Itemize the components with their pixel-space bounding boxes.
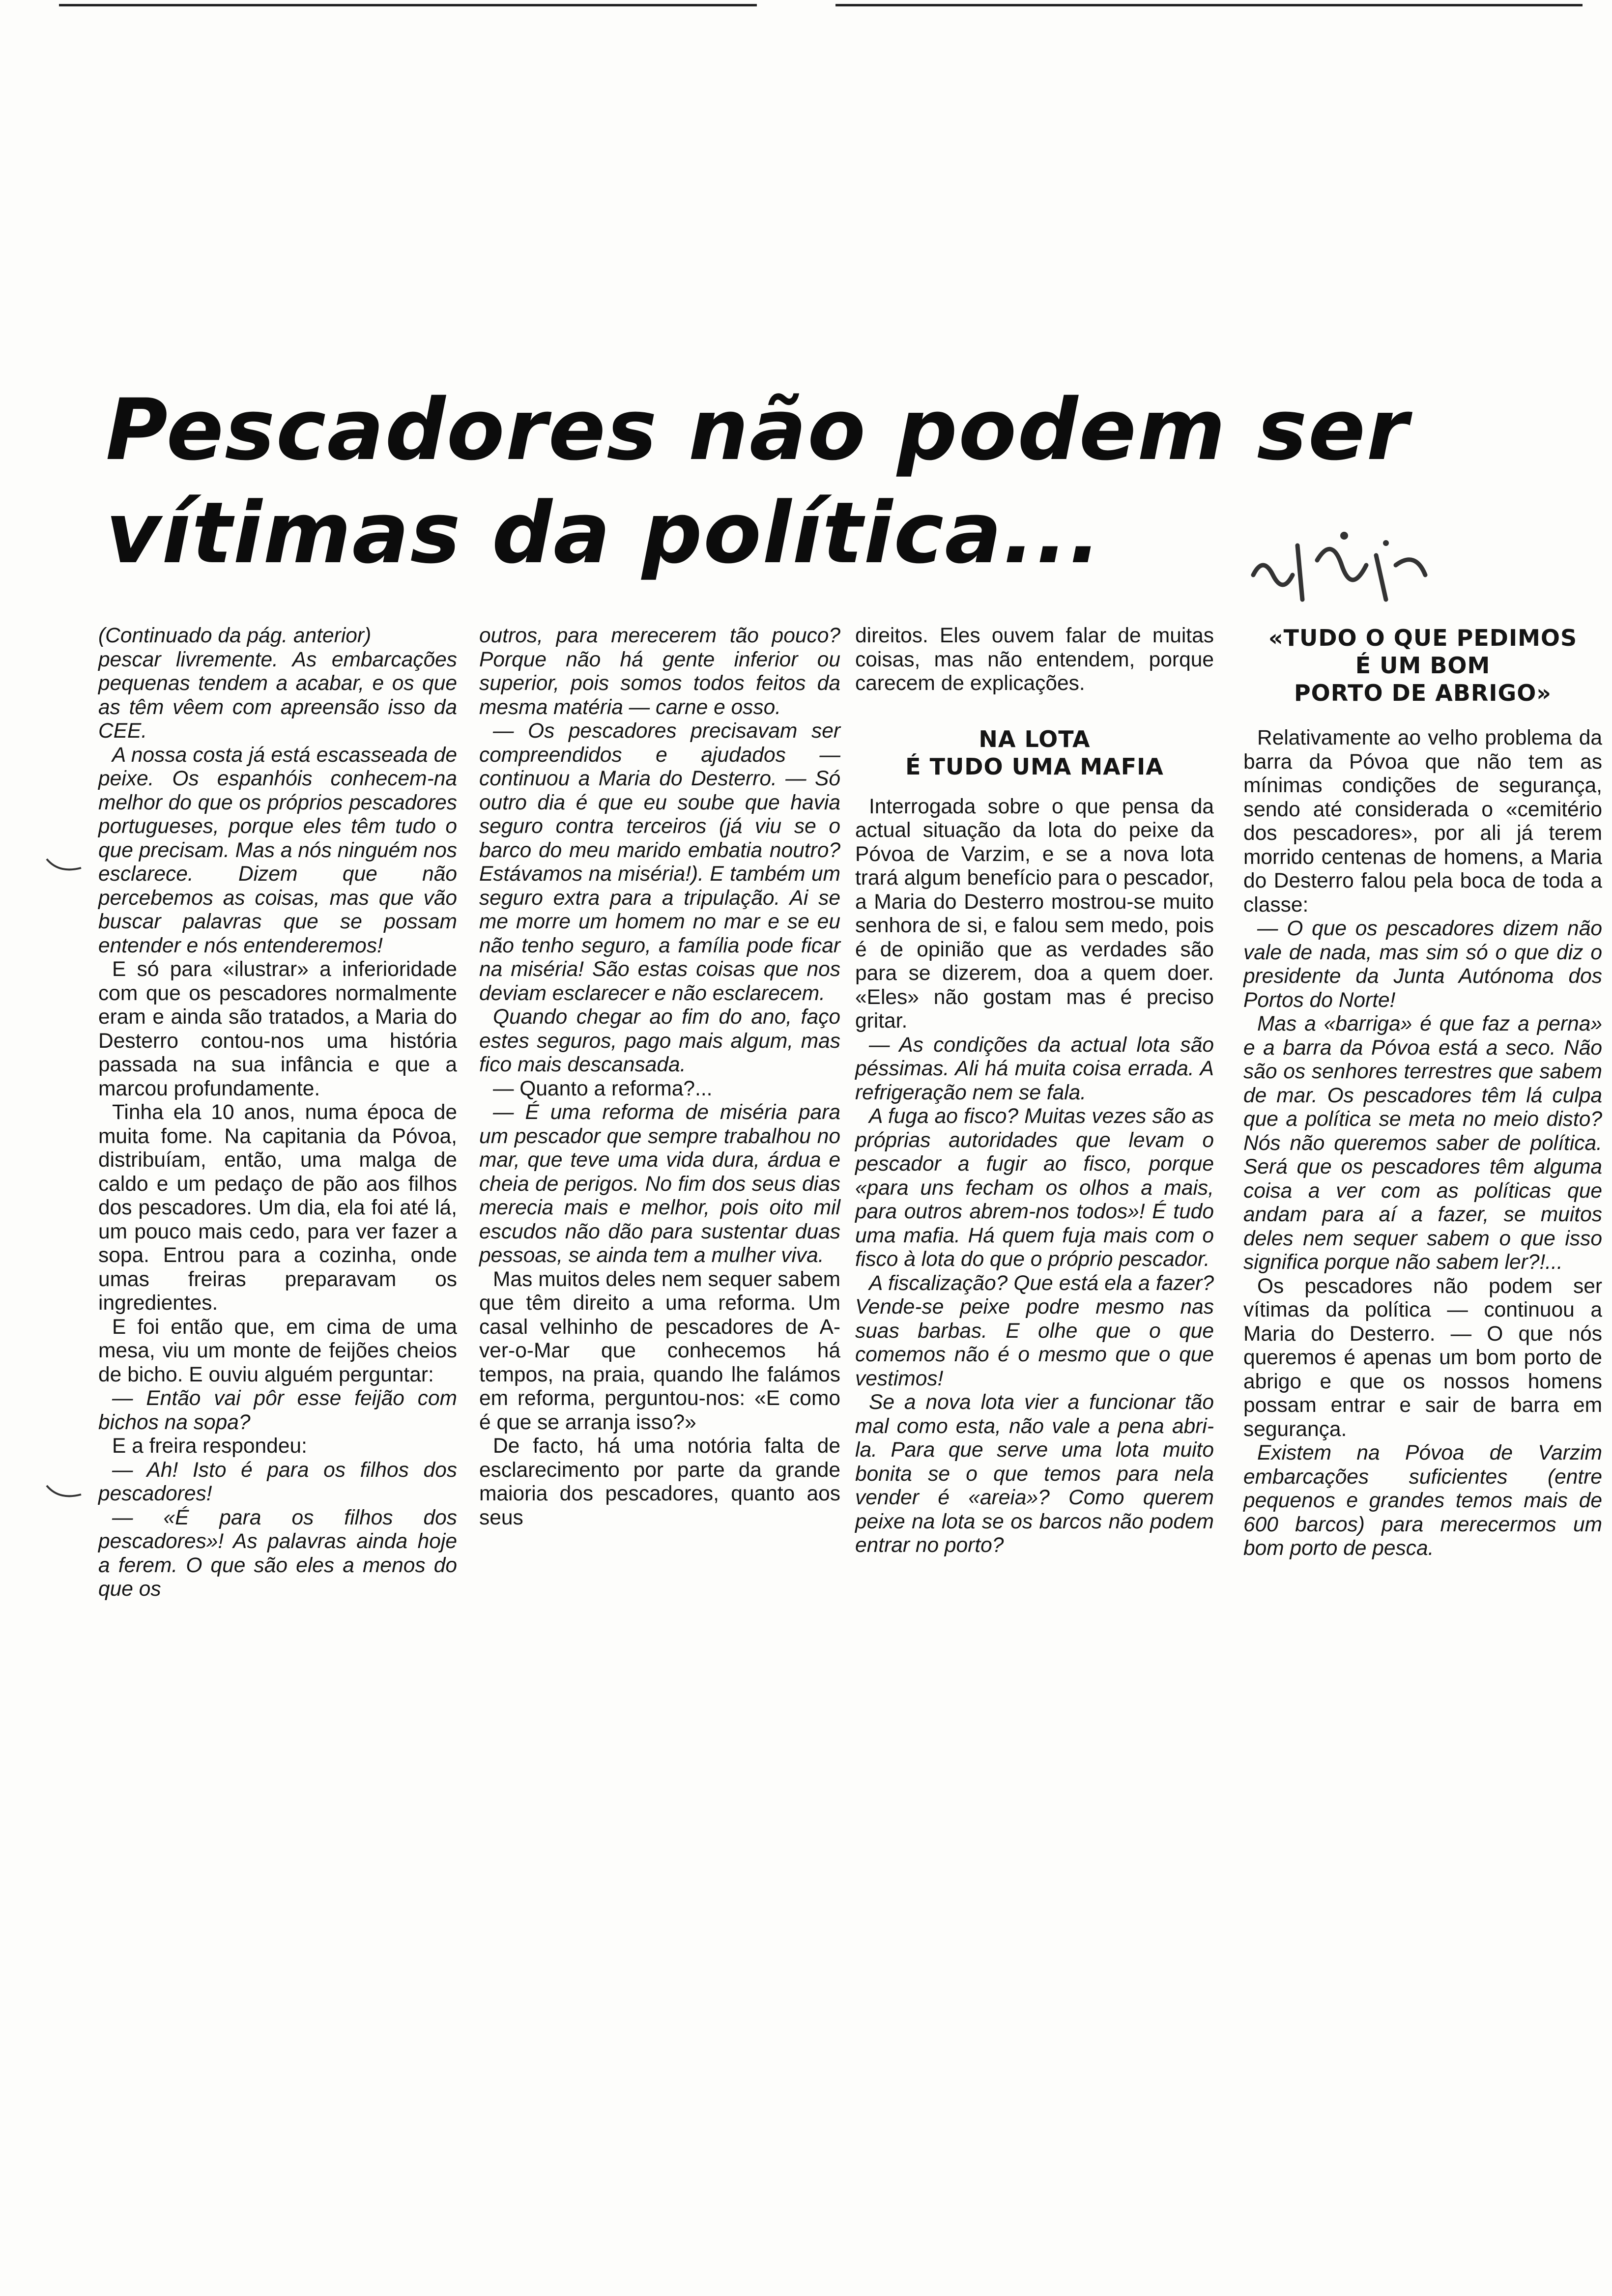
article-column-4 (1243, 624, 1602, 1561)
scan-scribble-mark (1238, 516, 1445, 609)
margin-hook-mark (44, 855, 84, 875)
article-paragraph: E a freira respondeu: (112, 1435, 307, 1458)
column-3-body (855, 795, 1214, 1558)
article-paragraph: A fuga ao fisco? Muitas vezes são as próprias autoridades que levam o pescador a fugir ao fisco, porque «para uns fecham os olhos a mais, para outros abrem-nos todos»! É tudo uma mafia. Há quem fuja mais com o fisco à lota do que o próprio pescador. (855, 1105, 1214, 1271)
article-paragraph: — Então vai pôr esse feijão com bichos na sopa? (98, 1387, 457, 1434)
subhead-line: NA LOTA (979, 725, 1091, 752)
top-rule (835, 4, 1583, 6)
continued-note: (Continuado da pág. anterior) (98, 624, 372, 647)
subhead-line: PORTO DE ABRIGO» (1294, 680, 1552, 706)
article-column-1 (98, 624, 457, 1602)
article-paragraph: Mas muitos deles nem sequer sabem que têm direito a uma reforma. Um casal velhinho de pescadores de A-ver-o-Mar que conhecemos há tempos, na praia, quando lhe falámos em reforma, perguntou-nos: «E como é que se arranja isso?» (479, 1267, 840, 1434)
headline-line-1: Pescadores não podem ser (106, 380, 1410, 479)
headline-line-2: vítimas da política... (106, 484, 1102, 582)
article-paragraph: Quando chegar ao fim do ano, faço estes seguros, pago mais algum, mas fico mais descansada. (479, 1005, 840, 1076)
article-paragraph: — O que os pescadores dizem não vale de nada, mas sim só o que diz o presidente da Junta Autónoma dos Portos do Norte! (1243, 917, 1602, 1012)
article-paragraph: Relativamente ao velho problema da barra da Póvoa que não tem as mínimas condições de segurança, sendo até considerada o «cemitério dos pescadores», por ali já terem morrido centenas de homens, a Maria do Desterro falou pela boca de toda a classe: (1243, 726, 1602, 917)
article-paragraph: De facto, há uma notória falta de esclarecimento por parte da grande maioria dos pescadores, quanto aos seus (479, 1435, 840, 1529)
subhead-line: É TUDO UMA MAFIA (905, 753, 1164, 780)
column-3-intro: direitos. Eles ouvem falar de muitas coisas, mas não entendem, porque carecem de explicações. (855, 624, 1214, 695)
article-paragraph: outros, para merecerem tão pouco? Porque não há gente inferior ou superior, pois somos todos feitos da mesma matéria — carne e osso. (479, 624, 840, 719)
article-paragraph: E foi então que, em cima de uma mesa, viu um monte de feijões cheios de bicho. E ouviu alguém perguntar: (98, 1315, 457, 1386)
margin-hook-mark (44, 1482, 84, 1501)
article-paragraph: pescar livremente. As embarcações pequenas tendem a acabar, e os que as têm vêem com apreensão isso da CEE. (98, 648, 457, 743)
article-paragraph: E só para «ilustrar» a inferioridade com que os pescadores normalmente eram e ainda são tratados, a Maria do Desterro contou-nos uma história passada na sua infância e que a marcou profundamente. (98, 958, 457, 1100)
article-paragraph: — Ah! Isto é para os filhos dos pescadores! (98, 1458, 457, 1505)
subhead-line: É UM BOM (1355, 652, 1491, 679)
article-paragraph: — «É para os filhos dos pescadores»! As palavras ainda hoje a ferem. O que são eles a menos do que os (98, 1506, 457, 1601)
article-paragraph: A fiscalização? Que está ela a fazer? Vende-se peixe podre mesmo nas suas barbas. E olhe que o que comemos não é o mesmo que o que vestimos! (855, 1271, 1214, 1390)
article-column-2 (479, 624, 840, 1530)
article-paragraph: Os pescadores não podem ser vítimas da política — continuou a Maria do Desterro. — O que nós queremos é apenas um bom porto de abrigo e que os nossos homens possam entrar e sair de barra em segurança. (1243, 1274, 1602, 1441)
top-rule (59, 4, 757, 6)
column-4-body (1243, 726, 1602, 1561)
headline (106, 378, 1410, 585)
article-paragraph: — É uma reforma de miséria para um pescador que sempre trabalhou no mar, que teve uma vida dura, árdua e cheia de perigos. No fim dos seus dias merecia mais e melhor, pois oito mil escudos não dão para sustentar duas pessoas, se ainda tem a mulher viva. (479, 1101, 840, 1267)
column-1-body (98, 648, 457, 1602)
subhead-line: «TUDO O QUE PEDIMOS (1268, 625, 1578, 651)
article-paragraph: A nossa costa já está escasseada de peixe. Os espanhóis conhecem-na melhor do que os próprios pescadores portugueses, porque eles têm tudo o que precisam. Mas a nós ninguém nos esclarece. Dizem que não percebemos as coisas, mas que vão buscar palavras que se possam entender e nós entenderemos! (98, 743, 457, 957)
article-paragraph: — Os pescadores precisavam ser compreendidos e ajudados — continuou a Maria do Desterro. — Só outro dia é que eu soube que havia seguro contra terceiros (já viu se o barco do meu marido embatia noutro? Estávamos na miséria!). E também um seguro extra para a tripulação. Ai se me morre um homem no mar e se eu não tenho seguro, a família pode ficar na miséria! São estas coisas que nos deviam esclarecer e não esclarecem. (479, 719, 840, 1005)
column-2-body (479, 624, 840, 1530)
subhead-na-lota (855, 725, 1214, 780)
article-column-3 (855, 624, 1214, 1558)
article-paragraph: Interrogada sobre o que pensa da actual situação da lota do peixe da Póvoa de Varzim, e se a nova lota trará algum benefício para o pescador, a Maria do Desterro mostrou-se muito senhora de si, e falou sem medo, pois é de opinião que as verdades são para se dizerem, doa a quem doer. «Eles» não gostam mas é preciso gritar. (855, 795, 1214, 1033)
article-paragraph: Mas a «barriga» é que faz a perna» e a barra da Póvoa está a seco. Não são os senhores terrestres que sabem de mar. Os pescadores têm lá culpa que a política se meta no meio disto? Nós não queremos saber de política. Será que os pescadores têm alguma coisa a ver com as políticas que andam para aí a fazer, se muitos deles nem sequer sabem o que isso significa porque não sabem ler?!... (1243, 1012, 1602, 1274)
subhead-porto-de-abrigo (1243, 624, 1602, 707)
article-paragraph: — Quanto a reforma?... (493, 1077, 713, 1100)
article-paragraph: Existem na Póvoa de Varzim embarcações suficientes (entre pequenos e grandes temos mais de 600 barcos) para merecermos um bom porto de pesca. (1243, 1441, 1602, 1560)
article-paragraph: Tinha ela 10 anos, numa época de muita fome. Na capitania da Póvoa, distribuíam, então, uma malga de caldo e um pedaço de pão aos filhos dos pescadores. Um dia, ela foi até lá, um pouco mais cedo, para ver fazer a sopa. Entrou para a cozinha, onde umas freiras preparavam os ingredientes. (98, 1101, 457, 1315)
article-paragraph: — As condições da actual lota são péssimas. Ali há muita coisa errada. A refrigeração nem se fala. (855, 1033, 1214, 1104)
article-paragraph: Se a nova lota vier a funcionar tão mal como esta, não vale a pena abri-la. Para que serve uma lota muito bonita se o que temos para nela vender é «areia»? Como querem peixe na lota se os barcos não podem entrar no porto? (855, 1391, 1214, 1557)
